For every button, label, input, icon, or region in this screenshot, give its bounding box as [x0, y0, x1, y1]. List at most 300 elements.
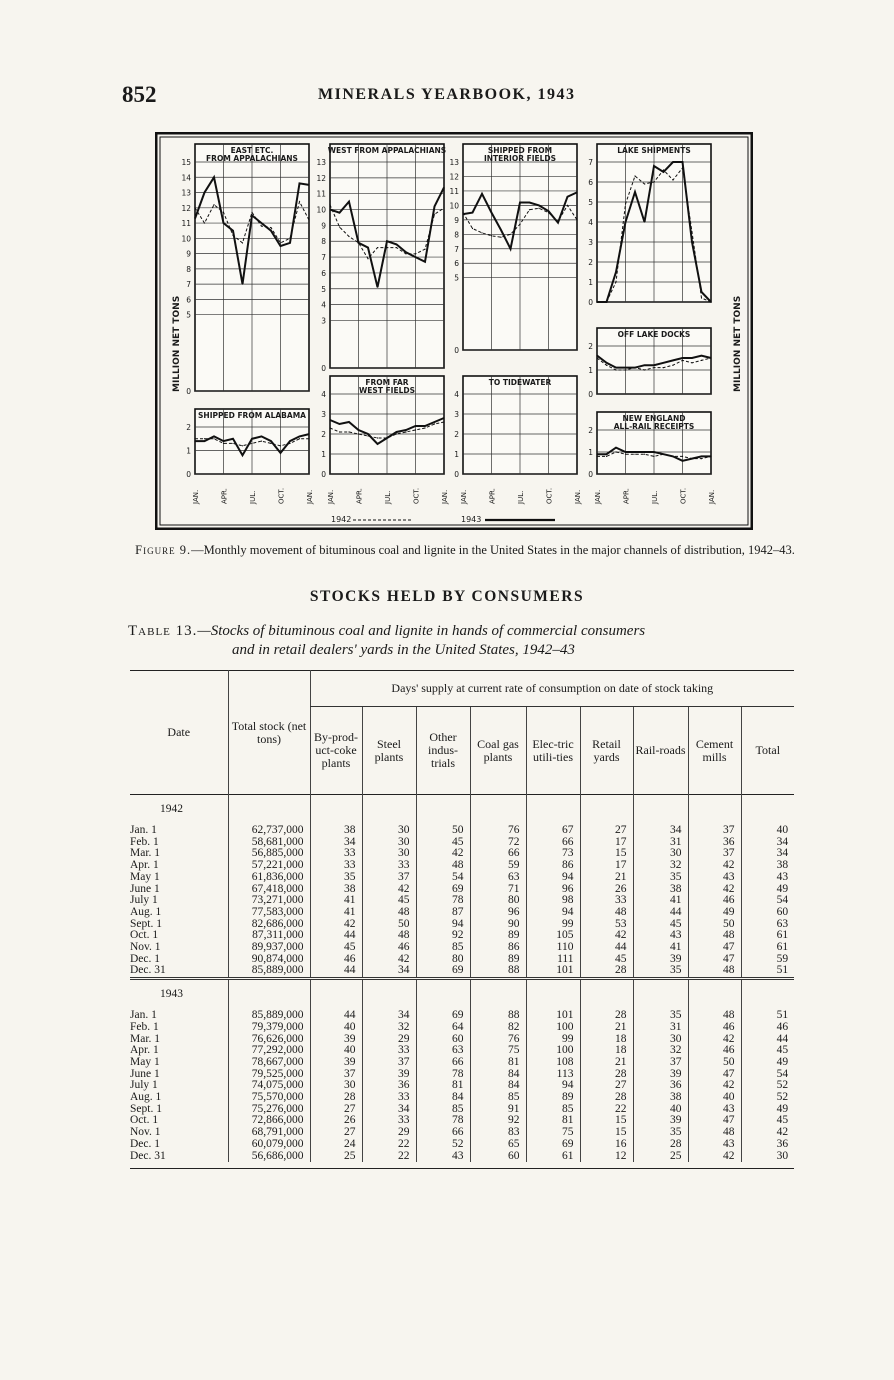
data-point: [308, 219, 309, 220]
days-supply-cell: 49: [741, 884, 794, 896]
days-supply-cell: 49: [688, 907, 741, 919]
total-stock-cell: 87,311,000: [228, 930, 310, 942]
page-header: [122, 82, 802, 112]
days-supply-cell: 90: [470, 919, 526, 931]
days-supply-cell: 80: [470, 895, 526, 907]
data-point: [625, 454, 626, 455]
date-cell: Nov. 1: [130, 1126, 161, 1139]
total-stock-cell: 58,681,000: [228, 837, 310, 849]
y-tick-label: 3: [321, 316, 326, 326]
data-point: [653, 456, 654, 457]
days-supply-cell: 34: [362, 1104, 416, 1116]
total-stock-cell: 56,686,000: [228, 1151, 310, 1163]
y-tick-label: 12: [449, 172, 459, 182]
days-supply-cell: 60: [416, 1034, 470, 1046]
chart-title: INTERIOR FIELDS: [483, 154, 557, 163]
data-point: [634, 191, 635, 192]
total-stock-cell: 73,271,000: [228, 895, 310, 907]
month-label: APR.: [622, 488, 631, 504]
total-stock-cell: 75,570,000: [228, 1092, 310, 1104]
data-point: [424, 427, 425, 428]
date-cell: July 1: [130, 894, 158, 907]
data-point: [663, 454, 664, 455]
data-point: [625, 451, 626, 452]
data-point: [606, 301, 607, 302]
table-title-line1: —Stocks of bituminous coal and lignite in hands of commercial consumers: [197, 623, 646, 639]
year-row: [130, 795, 794, 825]
data-point: [481, 232, 482, 233]
y-tick-label: 0: [186, 387, 191, 396]
stocks-table-wrapper: [130, 670, 794, 1169]
days-supply-cell: 47: [688, 954, 741, 966]
total-stock-cell: 79,379,000: [228, 1022, 310, 1034]
days-supply-cell: 78: [416, 1115, 470, 1127]
days-supply-cell: 30: [362, 837, 416, 849]
days-supply-cell: 30: [741, 1151, 794, 1163]
data-point: [280, 242, 281, 243]
table-row: [130, 907, 794, 919]
total-stock-cell: 57,221,000: [228, 860, 310, 872]
days-supply-cell: 39: [633, 1115, 688, 1127]
data-point: [434, 421, 435, 422]
data-point: [663, 362, 664, 363]
data-point: [299, 183, 300, 184]
y-tick-label: 15: [181, 158, 191, 167]
days-supply-cell: 43: [633, 930, 688, 942]
month-label: JUL.: [384, 490, 392, 504]
month-label: APR.: [220, 488, 229, 504]
y-tick-label: 5: [454, 273, 459, 283]
data-point: [261, 436, 262, 437]
days-supply-cell: 42: [688, 1151, 741, 1163]
data-point: [204, 438, 205, 439]
data-point: [529, 209, 530, 210]
date-cell: Oct. 1: [130, 929, 159, 942]
data-point: [251, 438, 252, 439]
data-point: [491, 235, 492, 236]
days-supply-cell: 39: [310, 1034, 362, 1046]
data-point: [701, 360, 702, 361]
data-point: [242, 284, 243, 285]
data-point: [242, 455, 243, 456]
data-point: [348, 236, 349, 237]
days-supply-cell: 36: [362, 1080, 416, 1092]
days-supply-cell: 99: [526, 919, 580, 931]
date-cell: Mar. 1: [130, 847, 161, 860]
date-cell: May 1: [130, 1055, 160, 1068]
days-supply-cell: 110: [526, 942, 580, 954]
data-point: [596, 454, 597, 455]
data-point: [691, 362, 692, 363]
data-point: [329, 204, 330, 205]
days-supply-cell: 36: [741, 1139, 794, 1151]
data-point: [329, 419, 330, 420]
days-supply-cell: 35: [633, 965, 688, 978]
y-tick-label: 8: [321, 237, 326, 247]
data-point: [194, 207, 195, 208]
data-point: [644, 454, 645, 455]
data-point: [223, 443, 224, 444]
days-supply-cell: 101: [526, 1010, 580, 1022]
data-point: [348, 431, 349, 432]
data-point: [242, 445, 243, 446]
days-supply-cell: 33: [310, 860, 362, 872]
days-supply-cell: 81: [416, 1080, 470, 1092]
days-supply-cell: 24: [310, 1139, 362, 1151]
days-supply-cell: 40: [633, 1104, 688, 1116]
month-label: JAN.: [327, 489, 335, 504]
data-point: [663, 367, 664, 368]
header-total-stock: Total stock (net tons): [228, 671, 310, 795]
days-supply-cell: 32: [633, 1045, 688, 1057]
y-tick-label: 7: [186, 280, 191, 290]
days-supply-cell: 60: [470, 1151, 526, 1163]
data-point: [405, 431, 406, 432]
total-stock-cell: 77,583,000: [228, 907, 310, 919]
days-supply-cell: 38: [633, 1092, 688, 1104]
days-supply-cell: 91: [470, 1104, 526, 1116]
data-point: [625, 203, 626, 204]
data-point: [682, 167, 683, 168]
data-point: [606, 456, 607, 457]
month-label: JUL.: [249, 490, 257, 504]
month-label: JAN.: [460, 489, 468, 504]
days-supply-cell: 22: [362, 1151, 416, 1163]
days-supply-cell: 29: [362, 1127, 416, 1139]
days-supply-cell: 59: [741, 954, 794, 966]
days-supply-cell: 44: [741, 1034, 794, 1046]
days-supply-cell: 101: [526, 965, 580, 978]
data-point: [653, 181, 654, 182]
total-stock-cell: 62,737,000: [228, 825, 310, 837]
y-tick-label: 11: [181, 219, 191, 229]
days-supply-cell: 33: [362, 1092, 416, 1104]
data-point: [367, 258, 368, 259]
table-row: [130, 965, 794, 978]
data-point: [232, 438, 233, 439]
y-tick-label: 1: [588, 278, 593, 287]
month-label: JAN.: [594, 489, 602, 504]
figure-9-chart-panel: [155, 132, 753, 530]
days-supply-cell: 69: [526, 1139, 580, 1151]
days-supply-cell: 28: [310, 1092, 362, 1104]
days-supply-cell: 65: [470, 1139, 526, 1151]
data-point: [251, 443, 252, 444]
page-number: 852: [122, 82, 157, 107]
days-supply-cell: 94: [526, 1080, 580, 1092]
figure-caption: [130, 543, 800, 557]
total-stock-cell: 82,686,000: [228, 919, 310, 931]
date-cell: July 1: [130, 1079, 158, 1092]
days-supply-cell: 100: [526, 1045, 580, 1057]
days-supply-cell: 33: [310, 848, 362, 860]
days-supply-cell: 15: [580, 848, 633, 860]
data-point: [232, 230, 233, 231]
data-point: [299, 438, 300, 439]
days-supply-cell: 21: [580, 1057, 633, 1069]
header-days-supply-group: Days' supply at current rate of consumption on date of stock taking: [310, 671, 794, 707]
stocks-table: [130, 670, 794, 1169]
days-supply-cell: 69: [416, 1010, 470, 1022]
days-supply-cell: 43: [688, 1104, 741, 1116]
year-label: 1942: [160, 803, 183, 816]
data-point: [213, 438, 214, 439]
data-point: [510, 248, 511, 249]
days-supply-cell: 37: [688, 825, 741, 837]
y-tick-label: 9: [321, 221, 326, 231]
data-point: [377, 247, 378, 248]
days-supply-cell: 88: [470, 965, 526, 978]
date-cell: Aug. 1: [130, 1091, 162, 1104]
days-supply-cell: 27: [310, 1104, 362, 1116]
month-label: JUL.: [517, 490, 525, 504]
chart-title: FROM APPALACHIANS: [206, 154, 298, 163]
total-stock-cell: 74,075,000: [228, 1080, 310, 1092]
days-supply-cell: 47: [688, 1069, 741, 1081]
date-cell: Sept. 1: [130, 917, 162, 930]
days-supply-cell: 60: [741, 907, 794, 919]
y-tick-label: 6: [321, 268, 326, 278]
total-stock-cell: 56,885,000: [228, 848, 310, 860]
days-supply-cell: 32: [633, 860, 688, 872]
y-tick-label: 0: [321, 364, 326, 373]
days-supply-cell: 45: [633, 919, 688, 931]
table-row: [130, 942, 794, 954]
y-tick-label: 0: [588, 470, 593, 479]
y-tick-label: 0: [186, 470, 191, 479]
data-point: [710, 456, 711, 457]
days-supply-cell: 42: [688, 1034, 741, 1046]
total-stock-cell: 75,276,000: [228, 1104, 310, 1116]
y-tick-label: 5: [186, 310, 191, 320]
y-tick-label: 10: [181, 234, 191, 244]
data-point: [606, 362, 607, 363]
data-point: [672, 365, 673, 366]
month-label: JUL.: [651, 490, 659, 504]
y-tick-label: 13: [449, 158, 459, 167]
days-supply-cell: 27: [580, 825, 633, 837]
data-point: [415, 256, 416, 257]
y-tick-label: 4: [454, 390, 459, 399]
days-supply-cell: 84: [470, 1069, 526, 1081]
days-supply-cell: 94: [416, 919, 470, 931]
month-label: JAN.: [708, 489, 716, 504]
data-point: [223, 222, 224, 223]
data-point: [557, 221, 558, 222]
data-point: [596, 355, 597, 356]
date-cell: Nov. 1: [130, 941, 161, 954]
data-point: [396, 433, 397, 434]
data-point: [204, 441, 205, 442]
total-stock-cell: 68,791,000: [228, 1127, 310, 1139]
days-supply-cell: 61: [741, 942, 794, 954]
days-supply-cell: 43: [741, 872, 794, 884]
days-supply-cell: 44: [310, 1010, 362, 1022]
data-point: [500, 229, 501, 230]
days-supply-cell: 43: [688, 1139, 741, 1151]
date-cell: Sept. 1: [130, 1102, 162, 1115]
y-tick-label: 8: [186, 264, 191, 274]
data-point: [682, 357, 683, 358]
data-point: [615, 447, 616, 448]
data-point: [634, 367, 635, 368]
y-tick-label: 6: [454, 259, 459, 269]
days-supply-cell: 50: [362, 919, 416, 931]
data-point: [672, 179, 673, 180]
y-tick-label: 10: [449, 201, 459, 211]
data-point: [691, 458, 692, 459]
y-tick-label: 2: [321, 430, 326, 439]
data-point: [443, 417, 444, 418]
date-cell: Jan. 1: [130, 824, 157, 836]
data-point: [701, 297, 702, 298]
days-supply-cell: 39: [633, 1069, 688, 1081]
data-point: [701, 458, 702, 459]
data-point: [644, 369, 645, 370]
table-row: [130, 1151, 794, 1163]
data-point: [204, 192, 205, 193]
data-point: [634, 175, 635, 176]
days-supply-cell: 76: [470, 1034, 526, 1046]
data-point: [242, 242, 243, 243]
total-stock-cell: 72,866,000: [228, 1115, 310, 1127]
data-point: [434, 423, 435, 424]
days-supply-cell: 42: [416, 848, 470, 860]
days-supply-cell: 42: [580, 930, 633, 942]
month-label: APR.: [488, 488, 497, 504]
data-point: [625, 367, 626, 368]
data-point: [615, 271, 616, 272]
data-point: [270, 441, 271, 442]
y-tick-label: 5: [588, 198, 593, 207]
chart-title: FROM FAR: [365, 378, 409, 387]
days-supply-cell: 72: [470, 837, 526, 849]
data-point: [596, 357, 597, 358]
days-supply-cell: 75: [526, 1127, 580, 1139]
y-tick-label: 0: [588, 298, 593, 307]
days-supply-cell: 42: [741, 1127, 794, 1139]
days-supply-cell: 50: [416, 825, 470, 837]
total-stock-cell: 85,889,000: [228, 965, 310, 978]
days-supply-cell: 33: [362, 1115, 416, 1127]
table-row: [130, 1022, 794, 1034]
header-date: Date: [167, 725, 191, 739]
data-point: [653, 451, 654, 452]
days-supply-cell: 87: [416, 907, 470, 919]
data-point: [424, 425, 425, 426]
y-tick-label: 4: [588, 218, 593, 227]
data-point: [663, 169, 664, 170]
data-point: [358, 429, 359, 430]
days-supply-cell: 38: [310, 825, 362, 837]
y-tick-label: 2: [588, 426, 593, 435]
days-supply-cell: 43: [416, 1151, 470, 1163]
total-stock-cell: 78,667,000: [228, 1057, 310, 1069]
data-point: [710, 357, 711, 358]
year-label: 1943: [160, 988, 183, 1001]
days-supply-cell: 45: [310, 942, 362, 954]
days-supply-cell: 30: [310, 1080, 362, 1092]
table-title-line2: and in retail dealers' yards in the United States, 1942–43: [232, 642, 575, 658]
y-tick-label: 11: [449, 186, 459, 196]
y-tick-label: 6: [186, 295, 191, 305]
chart-title: SHIPPED FROM: [487, 146, 553, 155]
days-supply-cell: 83: [470, 1127, 526, 1139]
days-supply-cell: 63: [416, 1045, 470, 1057]
y-tick-label: 7: [454, 244, 459, 254]
days-supply-cell: 81: [470, 1057, 526, 1069]
days-supply-cell: 15: [580, 1127, 633, 1139]
days-supply-cell: 52: [741, 1092, 794, 1104]
days-supply-cell: 28: [580, 1069, 633, 1081]
data-point: [223, 441, 224, 442]
days-supply-cell: 81: [526, 1115, 580, 1127]
data-point: [339, 423, 340, 424]
days-supply-cell: 41: [310, 907, 362, 919]
date-cell: June 1: [130, 1067, 160, 1080]
days-supply-cell: 54: [416, 872, 470, 884]
days-supply-cell: 63: [741, 919, 794, 931]
data-point: [510, 234, 511, 235]
header-coal-gas-plants: Coal gas plants: [470, 707, 526, 795]
year-row: [130, 980, 794, 1010]
y-tick-label: 2: [186, 423, 191, 432]
days-supply-cell: 37: [362, 1057, 416, 1069]
data-point: [491, 212, 492, 213]
y-tick-label: 1: [454, 450, 459, 459]
data-point: [672, 456, 673, 457]
days-supply-cell: 33: [362, 860, 416, 872]
y-tick-label: 0: [454, 470, 459, 479]
data-point: [615, 369, 616, 370]
data-point: [548, 212, 549, 213]
data-point: [367, 433, 368, 434]
data-point: [644, 365, 645, 366]
month-label: OCT.: [277, 487, 286, 504]
table-row: [130, 1057, 794, 1069]
data-point: [519, 202, 520, 203]
chart-title: NEW ENGLAND: [622, 414, 686, 423]
data-point: [396, 247, 397, 248]
y-tick-label: 2: [454, 430, 459, 439]
days-supply-cell: 46: [688, 1022, 741, 1034]
days-supply-cell: 113: [526, 1069, 580, 1081]
table-title-label: Table 13.: [128, 623, 198, 639]
days-supply-cell: 48: [580, 907, 633, 919]
data-point: [348, 201, 349, 202]
data-point: [194, 218, 195, 219]
data-point: [634, 451, 635, 452]
days-supply-cell: 32: [362, 1022, 416, 1034]
days-supply-cell: 37: [633, 1057, 688, 1069]
data-point: [557, 222, 558, 223]
days-supply-cell: 61: [526, 1151, 580, 1163]
chart-title: SHIPPED FROM ALABAMA: [198, 411, 306, 420]
data-point: [424, 249, 425, 250]
month-label: JAN.: [574, 489, 582, 504]
data-point: [443, 207, 444, 208]
days-supply-cell: 45: [580, 954, 633, 966]
days-supply-cell: 40: [310, 1022, 362, 1034]
days-supply-cell: 76: [470, 825, 526, 837]
days-supply-cell: 18: [580, 1045, 633, 1057]
days-supply-cell: 66: [416, 1057, 470, 1069]
data-point: [682, 360, 683, 361]
days-supply-cell: 35: [633, 1010, 688, 1022]
data-point: [308, 438, 309, 439]
days-supply-cell: 41: [310, 895, 362, 907]
stocks-table-body: [130, 795, 794, 1169]
